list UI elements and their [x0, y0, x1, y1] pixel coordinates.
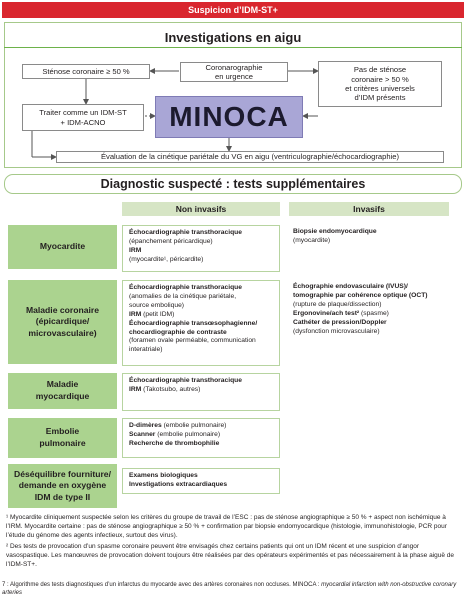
row2-ni-item1: Échocardiographie transthoracique	[129, 284, 242, 291]
caption-lead: 7 : Algorithme des tests diagnostiques d’un infarctus du myocarde avec des artères coronaires non occluses. MINOCA :	[2, 582, 322, 588]
row2-inv-item3: (rupture de plaque/dissection)	[293, 300, 382, 308]
row2-ni-item5: Échocardiographie transœsophagienne/	[129, 319, 258, 327]
row4-label-line1: Embolie	[45, 426, 80, 437]
row4-label-line2: pulmonaire	[39, 438, 86, 448]
treat-line2: + IDM-ACNO	[60, 117, 106, 127]
section2-title: Diagnostic suspecté : tests supplémentaires	[100, 177, 366, 191]
row5-ni-item1: Examens biologiques	[129, 472, 198, 479]
row2-inv-item1: Échographie endovasculaire (IVUS)/	[293, 283, 408, 290]
row2-ni-item2: (anomalies de la cinétique pariétale,	[129, 292, 237, 300]
row1-invasive-cell	[289, 225, 449, 255]
row1-label-line1: Myocardite	[39, 241, 86, 252]
row4-ni-item2	[129, 431, 273, 440]
coro-line1: Coronarographie	[205, 62, 263, 72]
row-label-oxygen-imbalance	[8, 464, 117, 508]
row2-inv-item6: (dysfonction microvasculaire)	[293, 327, 380, 335]
footnote-1: ¹ Myocardite cliniquement suspectée selon les critères du groupe de travail de l’ESC : pas de sténose angiographique ≥ 50 % + aspect non ischémique à l’IRM. Myocardite certaine : pas de sténose angiographique ≥ 50 % + confirmation par biopsie endomyocardique (histologie, immunohistologie, PCR pour l’étude du génome des agents infectieux, surtout des virus).	[6, 514, 447, 539]
emergency-coronarography-box	[180, 62, 288, 82]
row3-non-invasive-cell	[122, 373, 280, 411]
row5-non-invasive-cell	[122, 468, 280, 494]
row2-inv-item4	[293, 310, 453, 319]
row2-inv-item4-bold: Ergonovine/ach test²	[293, 309, 360, 317]
row1-ni-item3: IRM	[129, 246, 142, 254]
row2-ni-item6: chocardiographie de contraste	[129, 328, 227, 336]
row3-ni-item2-text: (Takotsubo, autres)	[141, 385, 201, 393]
minoca-label: MINOCA	[169, 101, 289, 132]
no-stenosis-box	[318, 61, 442, 107]
row3-label-line1: Maladie	[46, 379, 79, 390]
stenosis-box	[22, 64, 150, 79]
row2-non-invasive-cell	[122, 280, 280, 366]
row2-inv-item2: tomographie par cohérence optique (OCT)	[293, 291, 428, 299]
no-stenosis-line1: Pas de sténose	[353, 65, 407, 75]
minoca-box	[155, 96, 303, 138]
row2-label-line2: (épicardique/	[35, 316, 90, 327]
figure-caption	[2, 582, 464, 598]
section1-title: Investigations en aigu	[164, 30, 302, 45]
footnote-2: ² Des tests de provocation d’un spasme coronaire peuvent être envisagés chez certains patients qui ont un IDM récent et une suspicion d’angor vasospastique. Les manœuvres de provocation doivent toujours être réalisées par des opérateurs expérimentés et pas nécessairement à la phase aiguë de l’IDM-ST+.	[6, 543, 455, 568]
row4-ni-item1	[129, 422, 273, 431]
coro-line2: en urgence	[215, 72, 253, 81]
no-stenosis-line2: coronaire > 50 %	[351, 74, 409, 84]
row-label-pulmonary-embolism	[8, 418, 117, 458]
row2-ni-item4-bold: IRM	[129, 310, 142, 318]
row-label-myocarditis	[8, 225, 117, 269]
row4-ni-item1-bold: D-dimères	[129, 422, 162, 429]
row1-inv-item1: Biopsie endomyocardique	[293, 228, 377, 235]
section1-divider	[4, 47, 462, 48]
row2-ni-item4-text: (petit IDM)	[141, 310, 175, 318]
row2-ni-item8: interatriale)	[129, 346, 163, 354]
no-stenosis-line3: et critères universels	[345, 84, 415, 93]
lv-evaluation-box	[56, 151, 444, 163]
row4-non-invasive-cell	[122, 418, 280, 458]
row-label-myocardial-disease	[8, 373, 117, 409]
no-stenosis-line4: d’IDM présents	[354, 93, 406, 103]
row2-invasive-cell	[289, 280, 457, 350]
row2-inv-item4-text: (spasme)	[359, 309, 389, 317]
row1-non-invasive-cell	[122, 225, 280, 272]
row2-label-line1: Maladie coronaire	[25, 304, 100, 315]
row4-ni-item2-text: (embolie pulmonaire)	[155, 430, 221, 438]
row1-ni-item1: Échocardiographie transthoracique	[129, 229, 242, 236]
row4-ni-item2-bold: Scanner	[129, 430, 156, 438]
caption-italic: myocardial infarction with non-obstructive coronary arteries	[2, 582, 457, 596]
treat-as-stemi-box	[22, 104, 144, 131]
row2-ni-item4	[129, 311, 273, 320]
row2-ni-item3: source embolique)	[129, 301, 185, 309]
stenosis-label: Sténose coronaire ≥ 50 %	[42, 66, 130, 76]
lv-evaluation-label: Évaluation de la cinétique pariétale du VG en aigu (ventriculographie/échocardiographie)	[100, 152, 400, 162]
row3-label-line2: myocardique	[35, 391, 90, 401]
row3-ni-item1: Échocardiographie transthoracique	[129, 377, 242, 384]
row5-label-line1: Déséquilibre fourniture/	[14, 468, 111, 479]
column-header-invasive: Invasifs	[289, 202, 449, 216]
treat-line1: Traiter comme un IDM-ST	[39, 108, 127, 118]
row1-ni-item2: (épanchement péricardique)	[129, 237, 213, 245]
column-header-non-invasive: Non invasifs	[122, 202, 280, 216]
row2-label-line3: microvasculaire)	[28, 327, 97, 338]
row5-label-line3: IDM de type II	[34, 491, 91, 502]
row3-ni-item2	[129, 386, 273, 395]
row5-label-line2: demande en oxygène	[18, 480, 107, 491]
row2-ni-item7: (foramen ovale perméable, communication	[129, 337, 256, 345]
row4-ni-item3: Recherche de thrombophilie	[129, 439, 220, 447]
row4-ni-item1-text: (embolie pulmonaire)	[161, 422, 227, 429]
row3-ni-item2-bold: IRM	[129, 385, 142, 393]
row1-inv-item2: (myocardite)	[293, 236, 331, 244]
suspicion-banner: Suspicion d’IDM-ST+	[2, 2, 464, 18]
row-label-coronary-disease	[8, 280, 117, 364]
row2-inv-item5: Cathéter de pression/Doppler	[293, 318, 387, 326]
row1-ni-item4: (myocardite¹, péricardite)	[129, 255, 204, 263]
row5-ni-item2: Investigations extracardiaques	[129, 480, 228, 488]
